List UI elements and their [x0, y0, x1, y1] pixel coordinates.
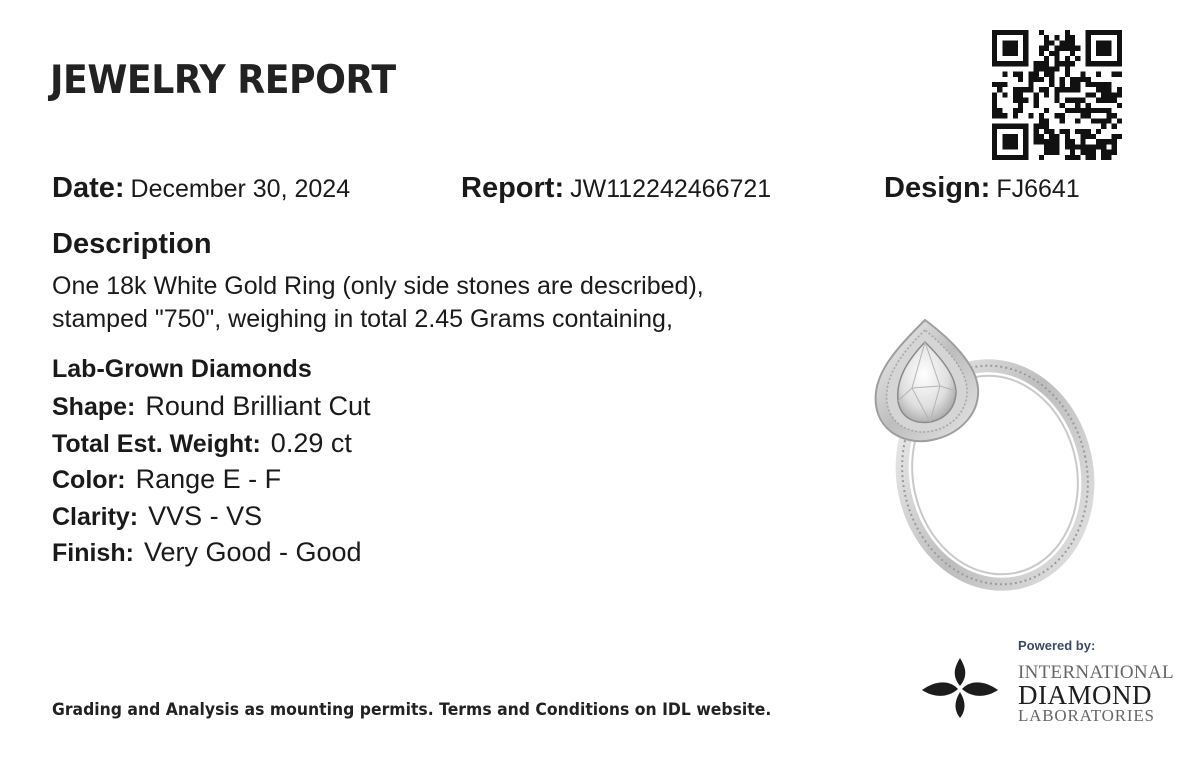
design-field	[884, 172, 1080, 205]
detail-label: Total Est. Weight:	[52, 429, 261, 458]
detail-value: Range E - F	[135, 464, 282, 494]
detail-value: 0.29 ct	[270, 427, 352, 458]
description-line: stamped "750", weighing in total 2.45 Grams containing,	[52, 305, 673, 333]
idl-logo-icon	[918, 656, 1002, 720]
powered-by-label: Powered by:	[1018, 638, 1096, 653]
date-value: December 30, 2024	[130, 175, 351, 203]
stone-type-heading: Lab-Grown Diamonds	[52, 355, 312, 383]
ring-photo	[840, 310, 1110, 600]
detail-row-finish	[52, 537, 370, 574]
report-label: Report:	[461, 172, 565, 204]
design-value: FJ6641	[996, 175, 1080, 203]
lab-name-line3: LABORATORIES	[1018, 706, 1155, 725]
report-number-field	[461, 172, 771, 205]
report-value: JW112242466721	[570, 175, 772, 203]
description-heading: Description	[52, 228, 212, 260]
detail-row-shape	[52, 391, 370, 428]
lab-name-line1: INTERNATIONAL	[1018, 662, 1174, 683]
qr-code-icon	[992, 30, 1122, 160]
terms-footer: Grading and Analysis as mounting permits. Terms and Conditions on IDL website.	[52, 700, 772, 720]
detail-value: Very Good - Good	[143, 537, 362, 567]
description-line: One 18k White Gold Ring (only side stones are described),	[52, 272, 704, 300]
detail-label: Color:	[52, 466, 126, 494]
report-title: JEWELRY REPORT	[50, 58, 396, 103]
detail-row-color	[52, 464, 370, 501]
detail-value: VVS - VS	[148, 500, 263, 531]
design-label: Design:	[884, 172, 991, 204]
description-text	[52, 270, 812, 336]
detail-label: Clarity:	[52, 502, 139, 531]
detail-label: Shape:	[52, 393, 136, 421]
detail-row-clarity	[52, 501, 370, 538]
detail-value: Round Brilliant Cut	[145, 391, 371, 421]
detail-label: Finish:	[52, 539, 134, 567]
date-field	[52, 172, 350, 205]
lab-name-line2: DIAMOND	[1018, 680, 1152, 710]
date-label: Date:	[52, 172, 125, 204]
detail-row-weight	[52, 428, 370, 465]
stone-details	[52, 355, 370, 574]
